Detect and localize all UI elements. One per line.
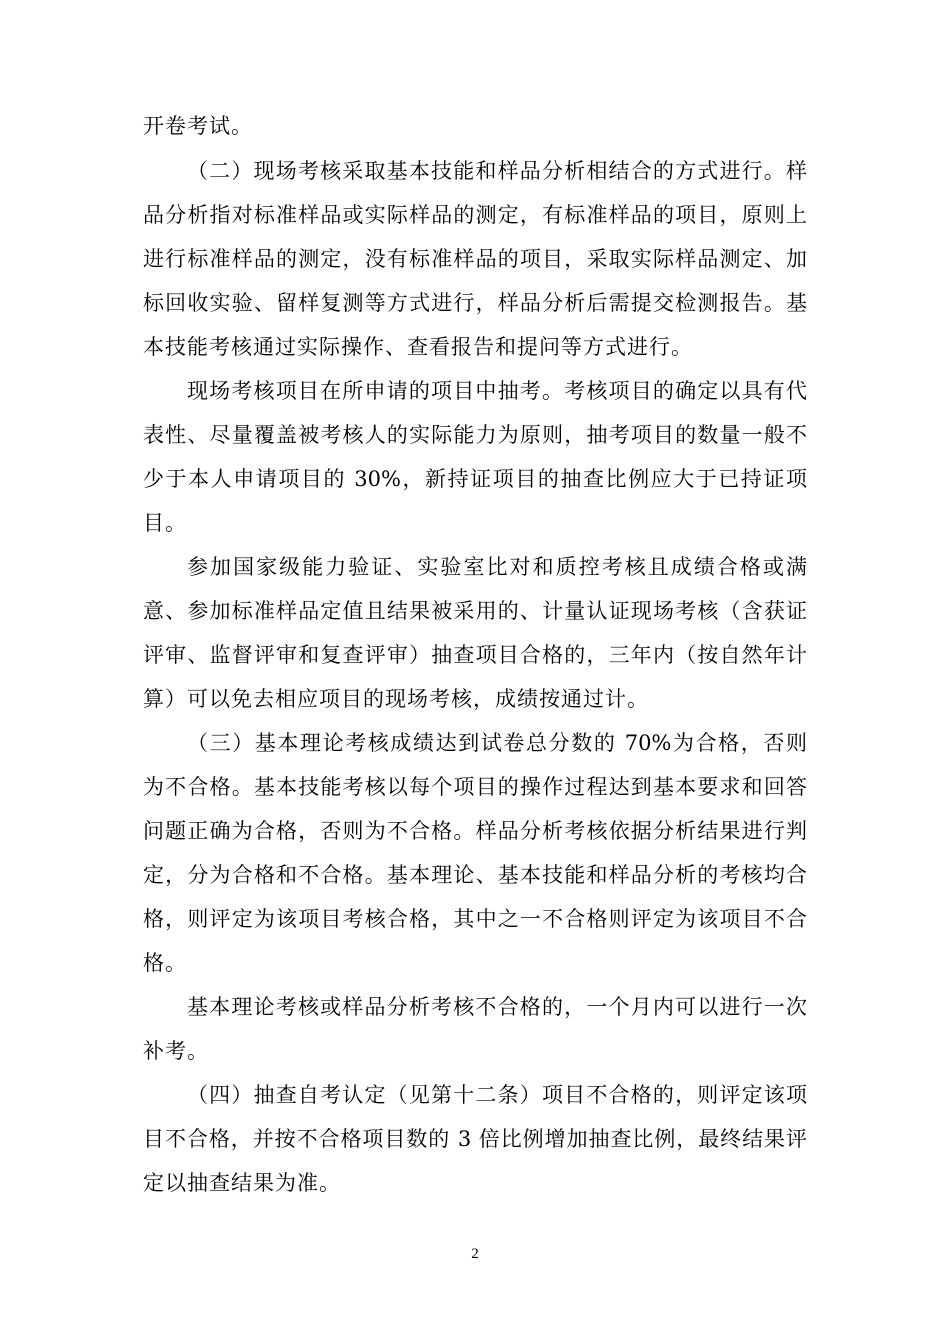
text-line: 评审、监督评审和复查评审）抽查项目合格的，三年内（按自然年计 [143, 643, 807, 667]
text-line: 表性、尽量覆盖被考核人的实际能力为原则，抽考项目的数量一般不 [143, 423, 807, 447]
text-line: 定，分为合格和不合格。基本理论、基本技能和样品分析的考核均合 [143, 863, 807, 887]
text-line: 格。 [143, 951, 187, 975]
text-line: 定以抽查结果为准。 [143, 1171, 341, 1195]
text-line: 意、参加标准样品定值且结果被采用的、计量认证现场考核（含获证 [143, 599, 807, 623]
text-line: （三）基本理论考核成绩达到试卷总分数的 70%为合格，否则 [187, 731, 807, 755]
text-line: 基本理论考核或样品分析考核不合格的，一个月内可以进行一次 [187, 995, 807, 1019]
text-line: 参加国家级能力验证、实验室比对和质控考核且成绩合格或满 [187, 555, 807, 579]
text-line: 品分析指对标准样品或实际样品的测定，有标准样品的项目，原则上 [143, 203, 807, 227]
text-line: 目不合格，并按不合格项目数的 3 倍比例增加抽查比例，最终结果评 [143, 1127, 807, 1151]
text-line: 本技能考核通过实际操作、查看报告和提问等方式进行。 [143, 335, 693, 359]
text-line: 为不合格。基本技能考核以每个项目的操作过程达到基本要求和回答 [143, 775, 807, 799]
text-line: 开卷考试。 [143, 114, 253, 138]
text-line: 进行标准样品的测定，没有标准样品的项目，采取实际样品测定、加 [143, 247, 807, 271]
page-number: 2 [471, 1246, 479, 1262]
text-line: 目。 [143, 511, 187, 535]
text-line: 少于本人申请项目的 30%，新持证项目的抽查比例应大于已持证项 [143, 467, 807, 491]
text-line: （二）现场考核采取基本技能和样品分析相结合的方式进行。样 [187, 159, 807, 183]
text-line: 算）可以免去相应项目的现场考核，成绩按通过计。 [143, 687, 649, 711]
text-line: 格，则评定为该项目考核合格，其中之一不合格则评定为该项目不合 [143, 907, 807, 931]
text-line: （四）抽查自考认定（见第十二条）项目不合格的，则评定该项 [187, 1083, 807, 1107]
text-line: 补考。 [143, 1039, 209, 1063]
text-line: 标回收实验、留样复测等方式进行，样品分析后需提交检测报告。基 [143, 291, 807, 315]
text-line: 问题正确为合格，否则为不合格。样品分析考核依据分析结果进行判 [143, 819, 807, 843]
text-line: 现场考核项目在所申请的项目中抽考。考核项目的确定以具有代 [187, 379, 807, 403]
